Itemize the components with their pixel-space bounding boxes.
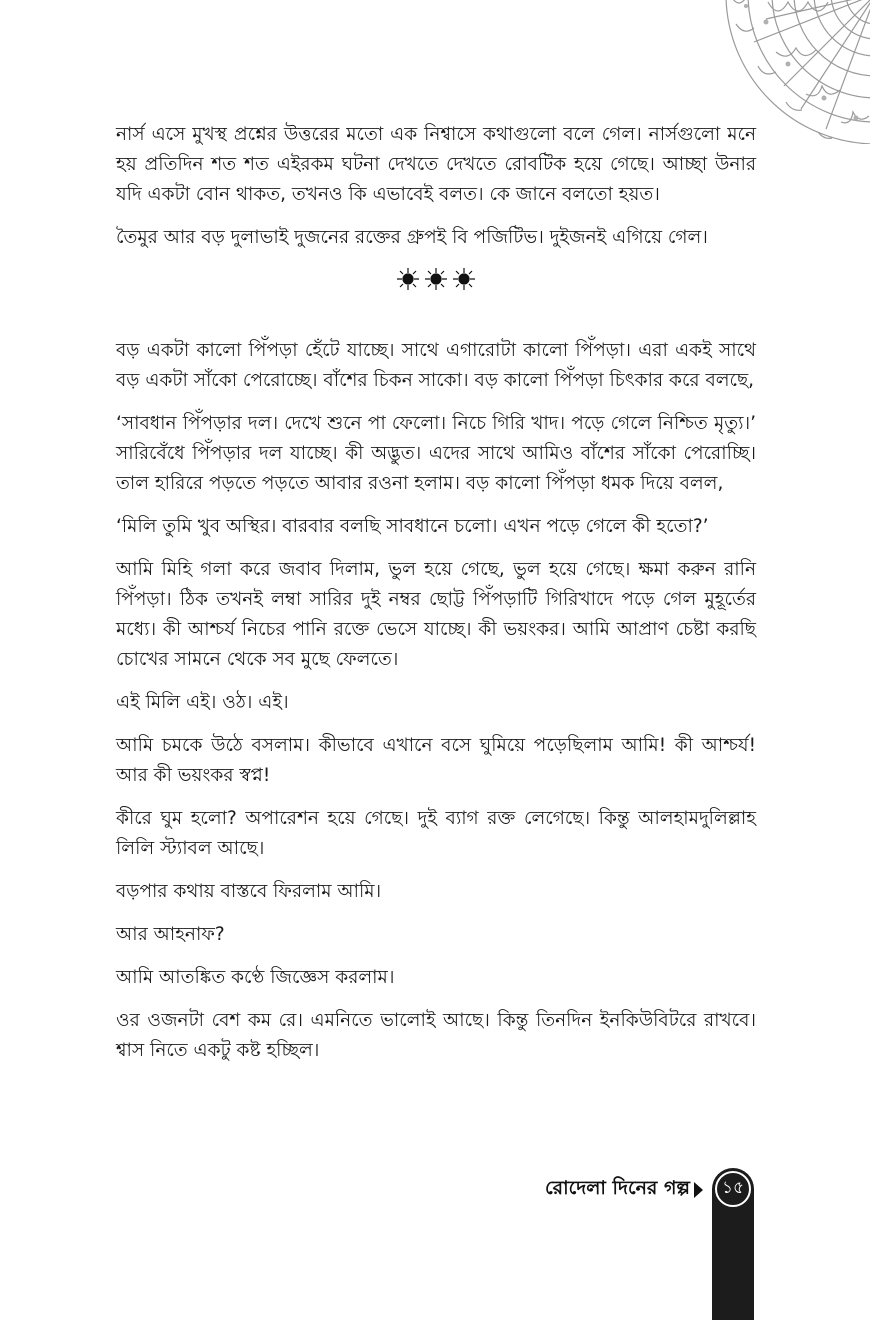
paragraph: আর আহনাফ? bbox=[116, 924, 225, 945]
page-number: ১৫ bbox=[715, 1171, 751, 1207]
page-content bbox=[116, 120, 756, 1079]
paragraph: আমি আতঙ্কিত কণ্ঠে জিজ্ঞেস করলাম। bbox=[116, 967, 395, 988]
paragraph: ‘সাবধান পিঁপড়ার দল। দেখে শুনে পা ফেলো। নিচে গিরি খাদ। পড়ে গেলে নিশ্চিত মৃত্যু।’ সারিবেঁধে পিঁপড়ার দল যাচ্ছে। কী অদ্ভুত। এদের সাথে আমিও বাঁশের সাঁকো পেরোচ্ছি। তাল হারিরে পড়তে পড়তে আবার রওনা হলাম। বড় কালো পিঁপড়া ধমক দিয়ে বলল, bbox=[116, 413, 756, 494]
section-divider bbox=[116, 266, 756, 302]
paragraph: বড় একটা কালো পিঁপড়া হেঁটে যাচ্ছে। সাথে এগারোটা কালো পিঁপড়া। এরা একই সাথে বড় একটা সাঁকো পেরোচ্ছে। বাঁশের চিকন সাকো। বড় কালো পিঁপড়া চিৎকার করে বলছে, bbox=[116, 340, 756, 391]
paragraph: নার্স এসে মুখস্থ প্রশ্নের উত্তরের মতো এক নিশ্বাসে কথাগুলো বলে গেল। নার্সগুলো মনে হয় প্রতিদিন শত শত এইরকম ঘটনা দেখতে দেখতে রোবটিক হয়ে গেছে। আচ্ছা উনার যদি একটা বোন থাকত, তখনও কি এভাবেই বলত। কে জানে বলতো হয়ত। bbox=[116, 124, 756, 205]
arrow-right-icon bbox=[694, 1182, 703, 1198]
paragraph: বড়পার কথায় বাস্তবে ফিরলাম আমি। bbox=[116, 881, 382, 902]
sun-ornament-icon bbox=[394, 266, 478, 292]
paragraph: এই মিলি এই। ওঠ। এই। bbox=[116, 692, 289, 713]
paragraph: আমি চমকে উঠে বসলাম। কীভাবে এখানে বসে ঘুমিয়ে পড়েছিলাম আমি! কী আশ্চর্য! আর কী ভয়ংকর স্বপ্ন! bbox=[116, 735, 756, 786]
paragraph: তৈমুর আর বড় দুলাভাই দুজনের রক্তের গ্রুপই বি পজিটিভ। দুইজনই এগিয়ে গেল। bbox=[116, 227, 708, 248]
paragraph: ওর ওজনটা বেশ কম রে। এমনিতে ভালোই আছে। কিন্তু তিনদিন ইনকিউবিটরে রাখবে। শ্বাস নিতে একটু কষ্ট হচ্ছিল। bbox=[116, 1010, 756, 1061]
paragraph: ‘মিলি তুমি খুব অস্থির। বারবার বলছি সাবধানে চলো। এখন পড়ে গেলে কী হতো?’ bbox=[116, 516, 709, 537]
paragraph: কীরে ঘুম হলো? অপারেশন হয়ে গেছে। দুই ব্যাগ রক্ত লেগেছে। কিন্তু আলহামদুলিল্লাহ লিলি স্ট্যাবল আছে। bbox=[116, 808, 756, 859]
book-title: রোদেলা দিনের গল্প bbox=[544, 1177, 690, 1199]
paragraph: আমি মিহি গলা করে জবাব দিলাম, ভুল হয়ে গেছে, ভুল হয়ে গেছে। ক্ষমা করুন রানি পিঁপড়া। ঠিক তখনই লম্বা সারির দুই নম্বর ছোট্ট পিঁপড়াটি গিরিখাদে পড়ে গেল মুহূর্তের মধ্যে। কী আশ্চর্য নিচের পানি রক্তে ভেসে যাচ্ছে। কী ভয়ংকর। আমি আপ্রাণ চেষ্টা করছি চোখের সামনে থেকে সব মুছে ফেলতে। bbox=[116, 559, 756, 670]
